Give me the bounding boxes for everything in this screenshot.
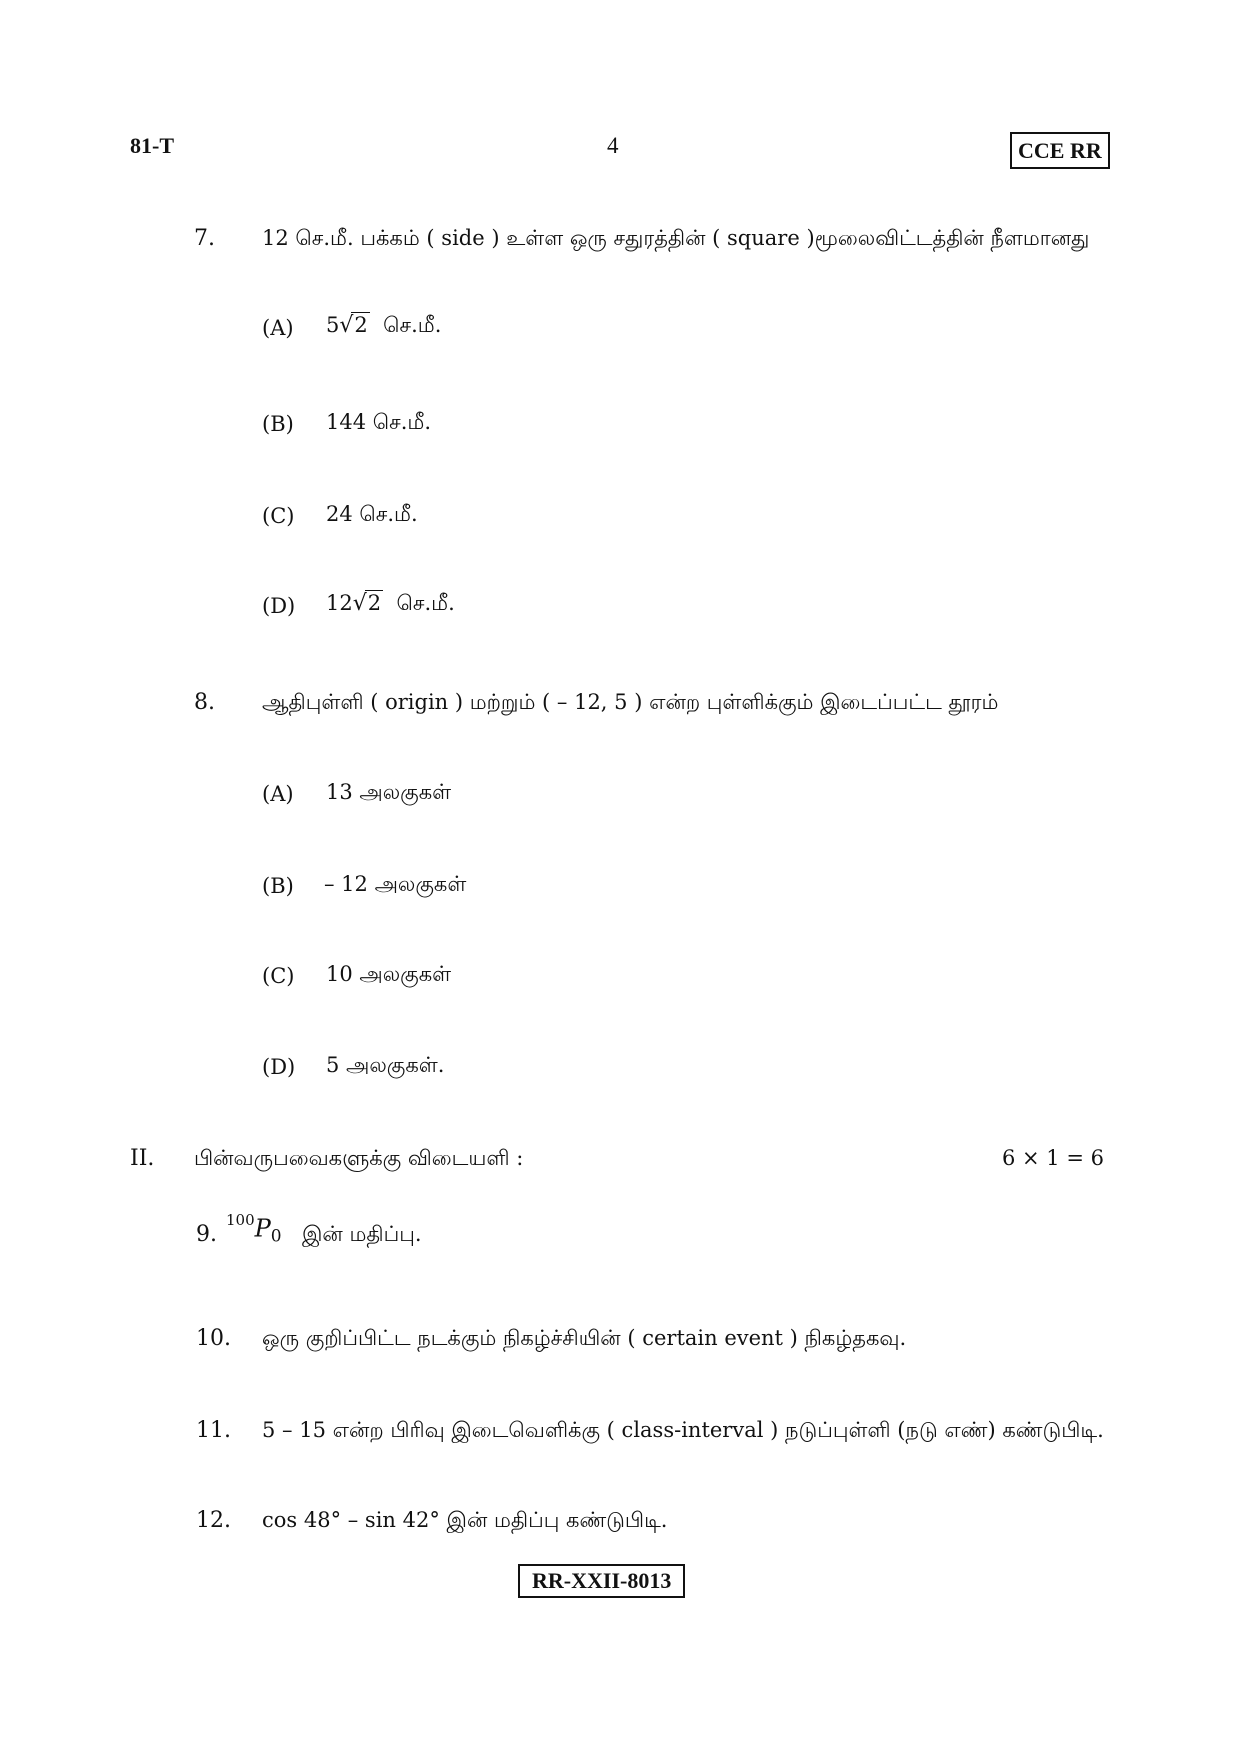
q7-option-d-radicand: 2 bbox=[365, 590, 383, 615]
q8-option-d: 5 அலகுகள். bbox=[326, 1053, 445, 1077]
q9-number: 9. bbox=[196, 1222, 217, 1247]
q12-text: cos 48° – sin 42° இன் மதிப்பு கண்டுபிடி. bbox=[262, 1508, 668, 1532]
sqrt-symbol: √2 bbox=[339, 313, 368, 338]
q7-option-a bbox=[326, 312, 441, 340]
q8-option-c: 10 அலகுகள் bbox=[326, 962, 452, 986]
q8-number: 8. bbox=[194, 690, 215, 715]
q11-number: 11. bbox=[196, 1418, 231, 1443]
q10-number: 10. bbox=[196, 1326, 231, 1351]
q9-subscript: 0 bbox=[270, 1226, 282, 1247]
section-number: II. bbox=[130, 1146, 155, 1171]
q8-option-a: 13 அலகுகள் bbox=[326, 780, 452, 804]
q7-option-d-unit: செ.மீ. bbox=[396, 591, 455, 615]
section-title: பின்வருபவைகளுக்கு விடையளி : bbox=[194, 1146, 524, 1170]
q7-option-a-unit: செ.மீ. bbox=[383, 313, 442, 337]
q9-text: இன் மதிப்பு. bbox=[302, 1222, 422, 1246]
q7-option-d-coef: 12 bbox=[326, 591, 353, 615]
q7-option-c: 24 செ.மீ. bbox=[326, 502, 418, 526]
page-number: 4 bbox=[607, 133, 619, 158]
q7-number: 7. bbox=[194, 226, 215, 251]
q7-option-d bbox=[326, 590, 455, 618]
q11-text: 5 – 15 என்ற பிரிவு இடைவெளிக்கு ( class-interval ) நடுப்புள்ளி (நடு எண்) கண்டுபிடி. bbox=[262, 1418, 1104, 1442]
q8-option-c-label: (C) bbox=[262, 964, 295, 988]
subject-code: 81-T bbox=[130, 133, 174, 158]
q9-superscript: 100 bbox=[226, 1211, 255, 1229]
q10-text: ஒரு குறிப்பிட்ட நடக்கும் நிகழ்ச்சியின் ( certain event ) நிகழ்தகவு. bbox=[262, 1326, 907, 1350]
q7-option-b-label: (B) bbox=[262, 412, 294, 436]
q8-text: ஆதிபுள்ளி ( origin ) மற்றும் ( – 12, 5 ) என்ற புள்ளிக்கும் இடைப்பட்ட தூரம் bbox=[262, 690, 999, 714]
q9-p: P bbox=[254, 1214, 271, 1243]
q12-number: 12. bbox=[196, 1508, 231, 1533]
q8-option-b: – 12 அலகுகள் bbox=[324, 872, 467, 896]
sqrt-symbol: √2 bbox=[352, 591, 382, 616]
q9-permutation bbox=[226, 1211, 282, 1247]
q7-option-c-label: (C) bbox=[262, 504, 295, 528]
q7-text: 12 செ.மீ. பக்கம் ( side ) உள்ள ஒரு சதுரத்தின் ( square )மூலைவிட்டத்தின் நீளமானது bbox=[262, 226, 1090, 250]
q7-option-d-label: (D) bbox=[262, 594, 296, 618]
q8-option-d-label: (D) bbox=[262, 1055, 296, 1079]
exam-code-box: CCE RR bbox=[1010, 132, 1110, 169]
q7-option-a-label: (A) bbox=[262, 316, 294, 340]
q8-option-b-label: (B) bbox=[262, 874, 294, 898]
q7-option-a-coef: 5 bbox=[326, 313, 340, 337]
footer-code-box: RR-XXII-8013 bbox=[518, 1564, 685, 1598]
section-marks: 6 × 1 = 6 bbox=[1002, 1146, 1104, 1170]
q7-option-b: 144 செ.மீ. bbox=[326, 410, 432, 434]
q8-option-a-label: (A) bbox=[262, 782, 294, 806]
q7-option-a-radicand: 2 bbox=[351, 312, 369, 337]
